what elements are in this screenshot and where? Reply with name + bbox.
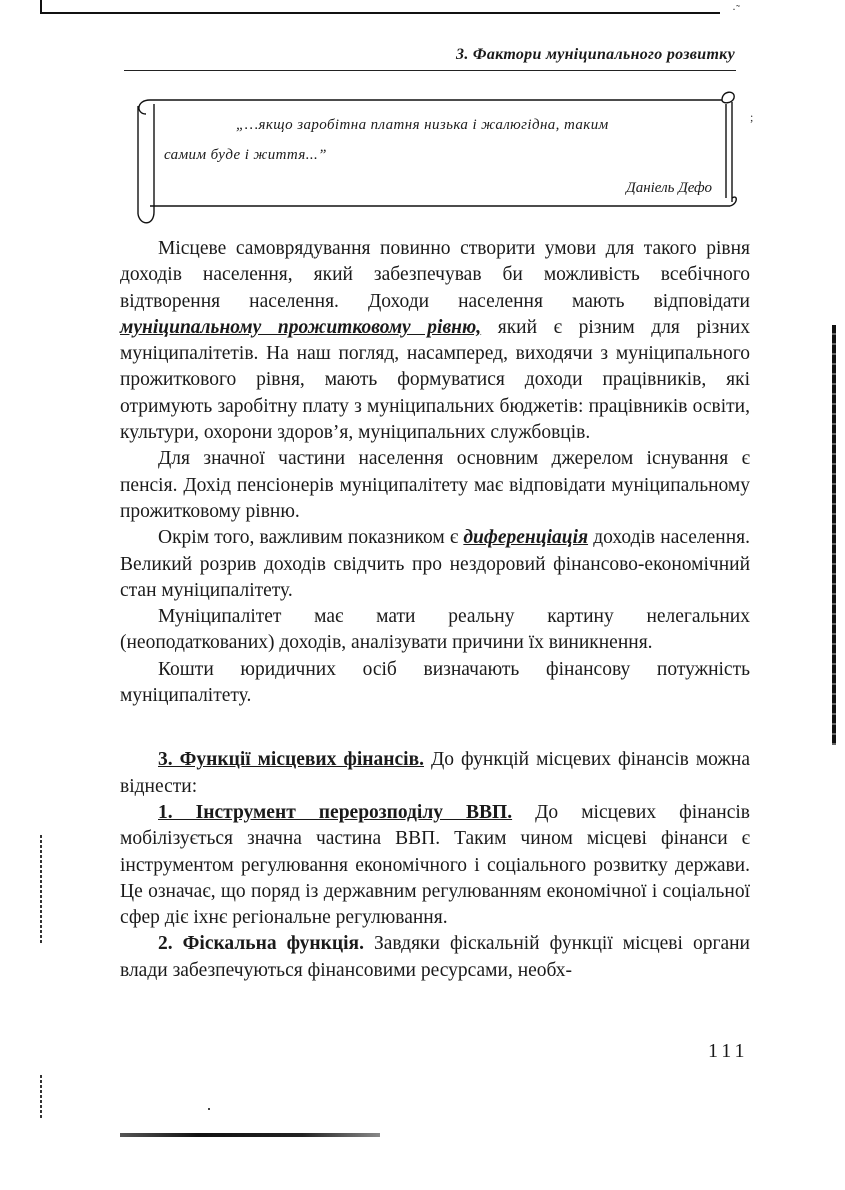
running-head: 3. Фактори муніципального розвитку: [456, 46, 735, 63]
scan-edge-line: [40, 12, 720, 14]
paragraph-text: Окрім того, важливим показником є: [158, 527, 464, 549]
epigraph-box: [132, 86, 740, 224]
paragraph-text: який є різним для різних муніципалітетів. На наш погляд, насамперед, виходячи з муніципального прожиткового рівня, мають формуватися доходи працівників, які отримують заробітну плату з муніципальних бюджетів: працівників освіти, культури, охорони здоров’я, муніципальних службовців.: [120, 316, 750, 444]
paragraph: Муніципалітет має мати реальну картину нелегальних (неоподаткованих) доходів, аналізувати причини їх виникнення.: [120, 606, 750, 654]
emphasis-term: диференціація: [463, 527, 589, 549]
paragraph: [120, 236, 750, 446]
paragraph-text: До місцевих фінансів мобілізується значна частина ВВП. Таким чином місцеві фінанси є інструментом регулювання економічного і соціального розвитку держави. Це означає, що поряд із державним регулюванням економічної і соціальної сфер діє іхнє регіональне регулювання.: [120, 801, 750, 929]
emphasis-term: муніципальному прожитковому рівню,: [120, 316, 482, 338]
function-item: [120, 931, 750, 984]
epigraph-author: Даніель Дефо: [626, 180, 712, 196]
stray-mark: ·˜: [732, 2, 740, 16]
section-heading: 3. Функції місцевих фінансів.: [158, 749, 424, 771]
paragraph: [120, 525, 750, 604]
scan-bottom-streak: [120, 1133, 380, 1137]
paragraph-text: Місцеве самоврядування повинно створити умови для такого рівня доходів населення, який забезпечував би можливість всебічного відтворення населення. Доходи населення мають відповідати: [120, 238, 750, 312]
function-label: 1. Інструмент перерозподілу ВВП.: [158, 801, 513, 823]
page-number: 111: [708, 1040, 749, 1062]
scan-speck: [208, 1108, 210, 1110]
header-rule: [124, 70, 736, 71]
paragraph-text: Завдяки фіскальній функції місцеві органи влади забезпечуються фінансовими ресурсами, необх-: [120, 933, 750, 981]
paragraph: Для значної частини населення основним джерелом існування є пенсія. Дохід пенсіонерів муніципалітету має відповідати муніципальному прожитковому рівню.: [120, 448, 750, 522]
paragraph-text: доходів населення. Великий розрив доходів свідчить про нездоровий фінансово-економічний стан муніципалітету.: [120, 527, 751, 601]
scan-margin-bar: [40, 1075, 42, 1120]
paragraph-text: До функцій місцевих фінансів можна віднести:: [120, 749, 750, 797]
scan-margin-bar: [40, 835, 42, 945]
function-label: 2. Фіскальна функція.: [158, 933, 364, 955]
epigraph-quote: [164, 110, 712, 170]
function-item: [120, 800, 750, 931]
body-text: [120, 236, 750, 984]
epigraph-line: самим буде і життя...”: [164, 147, 327, 163]
epigraph-line: „…якщо заробітна платня низька і жалюгідна, таким: [236, 117, 609, 133]
scan-margin-bar: [832, 325, 836, 745]
paragraph: Кошти юридичних осіб визначають фінансову потужність муніципалітету.: [120, 658, 750, 707]
section-intro: [120, 747, 750, 800]
stray-mark: ;: [750, 110, 754, 124]
